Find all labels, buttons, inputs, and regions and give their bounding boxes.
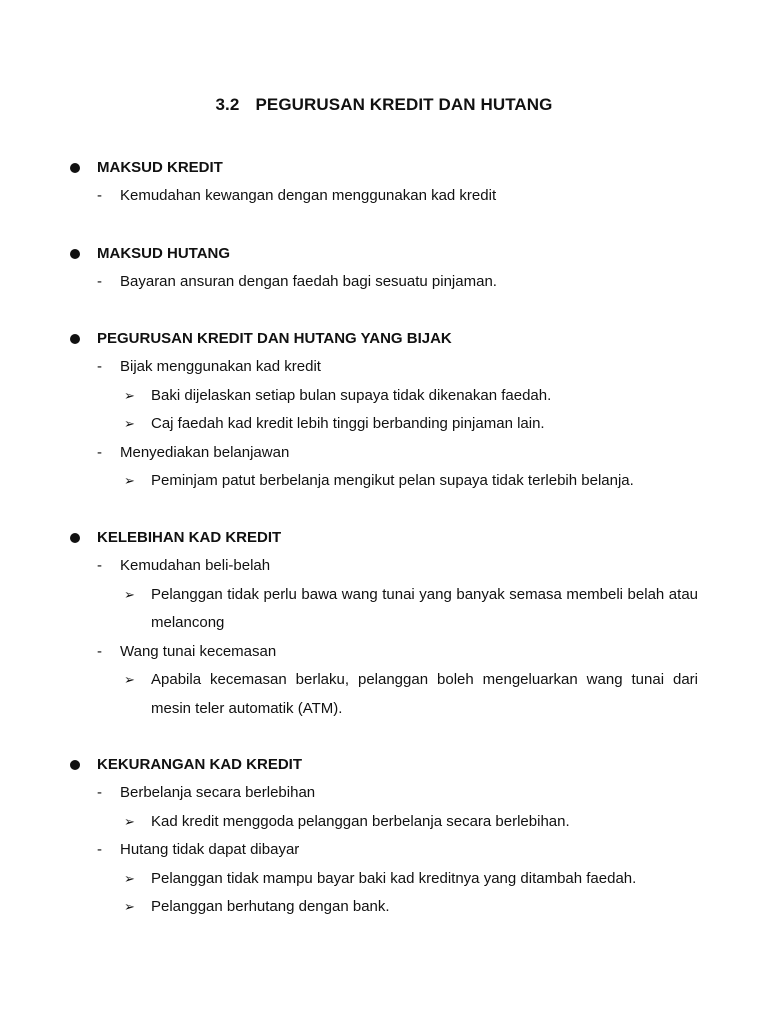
sub-list-item-text: Pelanggan tidak mampu bayar baki kad kreditnya yang ditambah faedah. <box>151 869 637 887</box>
section-kekurangan-kad-kredit <box>0 751 768 922</box>
bullet-dot-icon <box>70 334 80 344</box>
arrow-bullet-icon: ➢ <box>124 387 135 403</box>
sub-list-item-text: Pelanggan berhutang dengan bank. <box>151 898 390 915</box>
dash-icon: - <box>97 841 102 858</box>
sub-list-item <box>0 666 768 723</box>
section-heading-row <box>0 240 768 268</box>
arrow-bullet-icon: ➢ <box>124 473 135 488</box>
section-pengurusan-bijak <box>0 325 768 496</box>
sub-list-item <box>0 581 768 638</box>
arrow-bullet-icon: ➢ <box>124 870 135 886</box>
list-item-text: Wang tunai kecemasan <box>120 642 277 660</box>
bullet-dot-icon <box>70 533 80 543</box>
dash-icon: - <box>97 784 102 801</box>
sub-list-item <box>0 467 768 496</box>
section-kelebihan-kad-kredit <box>0 524 768 723</box>
sub-list-item <box>0 808 768 837</box>
list-item-text: Berbelanja secara berlebihan <box>120 784 316 801</box>
sub-list-item <box>0 382 768 411</box>
sub-list-item-text: Kad kredit menggoda pelanggan berbelanja secara berlebihan. <box>151 812 570 830</box>
dash-icon: - <box>97 273 102 290</box>
list-item-text: Hutang tidak dapat dibayar <box>120 841 300 858</box>
bullet-dot-icon <box>70 249 80 259</box>
list-item-text: Bayaran ansuran dengan faedah bagi sesuatu pinjaman. <box>120 273 497 290</box>
sub-list-item <box>0 865 768 894</box>
sub-list-item-text: Apabila kecemasan berlaku, pelanggan boleh mengeluarkan wang tunai dari mesin teler automatik (ATM). <box>151 671 698 717</box>
arrow-bullet-icon: ➢ <box>124 899 135 914</box>
section-heading: MAKSUD KREDIT <box>97 159 223 176</box>
arrow-bullet-icon: ➢ <box>124 813 135 829</box>
list-item-text: Kemudahan kewangan dengan menggunakan kad kredit <box>120 187 497 204</box>
list-item-text: Kemudahan beli-belah <box>120 557 271 574</box>
arrow-bullet-icon: ➢ <box>124 672 135 687</box>
sub-list-item-text: Pelanggan tidak perlu bawa wang tunai yang banyak semasa membeli belah atau melancong <box>151 585 698 631</box>
list-item <box>0 552 768 581</box>
arrow-bullet-icon: ➢ <box>124 416 135 431</box>
list-item-text: Menyediakan belanjawan <box>120 443 290 461</box>
section-maksud-kredit <box>0 154 768 211</box>
list-item <box>0 182 768 211</box>
section-heading: KEKURANGAN KAD KREDIT <box>97 756 302 773</box>
section-maksud-hutang <box>0 240 768 297</box>
dash-icon: - <box>97 443 102 461</box>
list-item-text: Bijak menggunakan kad kredit <box>120 358 321 375</box>
title-number: 3.2 <box>215 95 240 114</box>
section-heading-row <box>0 751 768 779</box>
list-item <box>0 638 768 667</box>
section-heading-row <box>0 154 768 182</box>
list-item <box>0 836 768 865</box>
dash-icon: - <box>97 557 102 574</box>
bullet-dot-icon <box>70 760 80 770</box>
arrow-bullet-icon: ➢ <box>124 586 135 602</box>
list-item <box>0 353 768 382</box>
bullet-dot-icon <box>70 163 80 173</box>
list-item <box>0 268 768 297</box>
sub-list-item <box>0 893 768 922</box>
section-heading: PEGURUSAN KREDIT DAN HUTANG YANG BIJAK <box>97 330 452 347</box>
dash-icon: - <box>97 358 102 375</box>
section-heading-row <box>0 524 768 552</box>
section-heading-row <box>0 325 768 353</box>
dash-icon: - <box>97 642 102 660</box>
dash-icon: - <box>97 187 102 204</box>
section-heading: MAKSUD HUTANG <box>97 245 231 262</box>
page-title <box>0 95 768 115</box>
sub-list-item-text: Peminjam patut berbelanja mengikut pelan supaya tidak terlebih belanja. <box>151 472 634 489</box>
title-text: PEGURUSAN KREDIT DAN HUTANG <box>255 95 553 114</box>
section-heading: KELEBIHAN KAD KREDIT <box>97 529 282 546</box>
sub-list-item <box>0 410 768 439</box>
sub-list-item-text: Baki dijelaskan setiap bulan supaya tidak dikenakan faedah. <box>151 386 552 404</box>
list-item <box>0 779 768 808</box>
sub-list-item-text: Caj faedah kad kredit lebih tinggi berbanding pinjaman lain. <box>151 415 545 432</box>
list-item <box>0 439 768 468</box>
